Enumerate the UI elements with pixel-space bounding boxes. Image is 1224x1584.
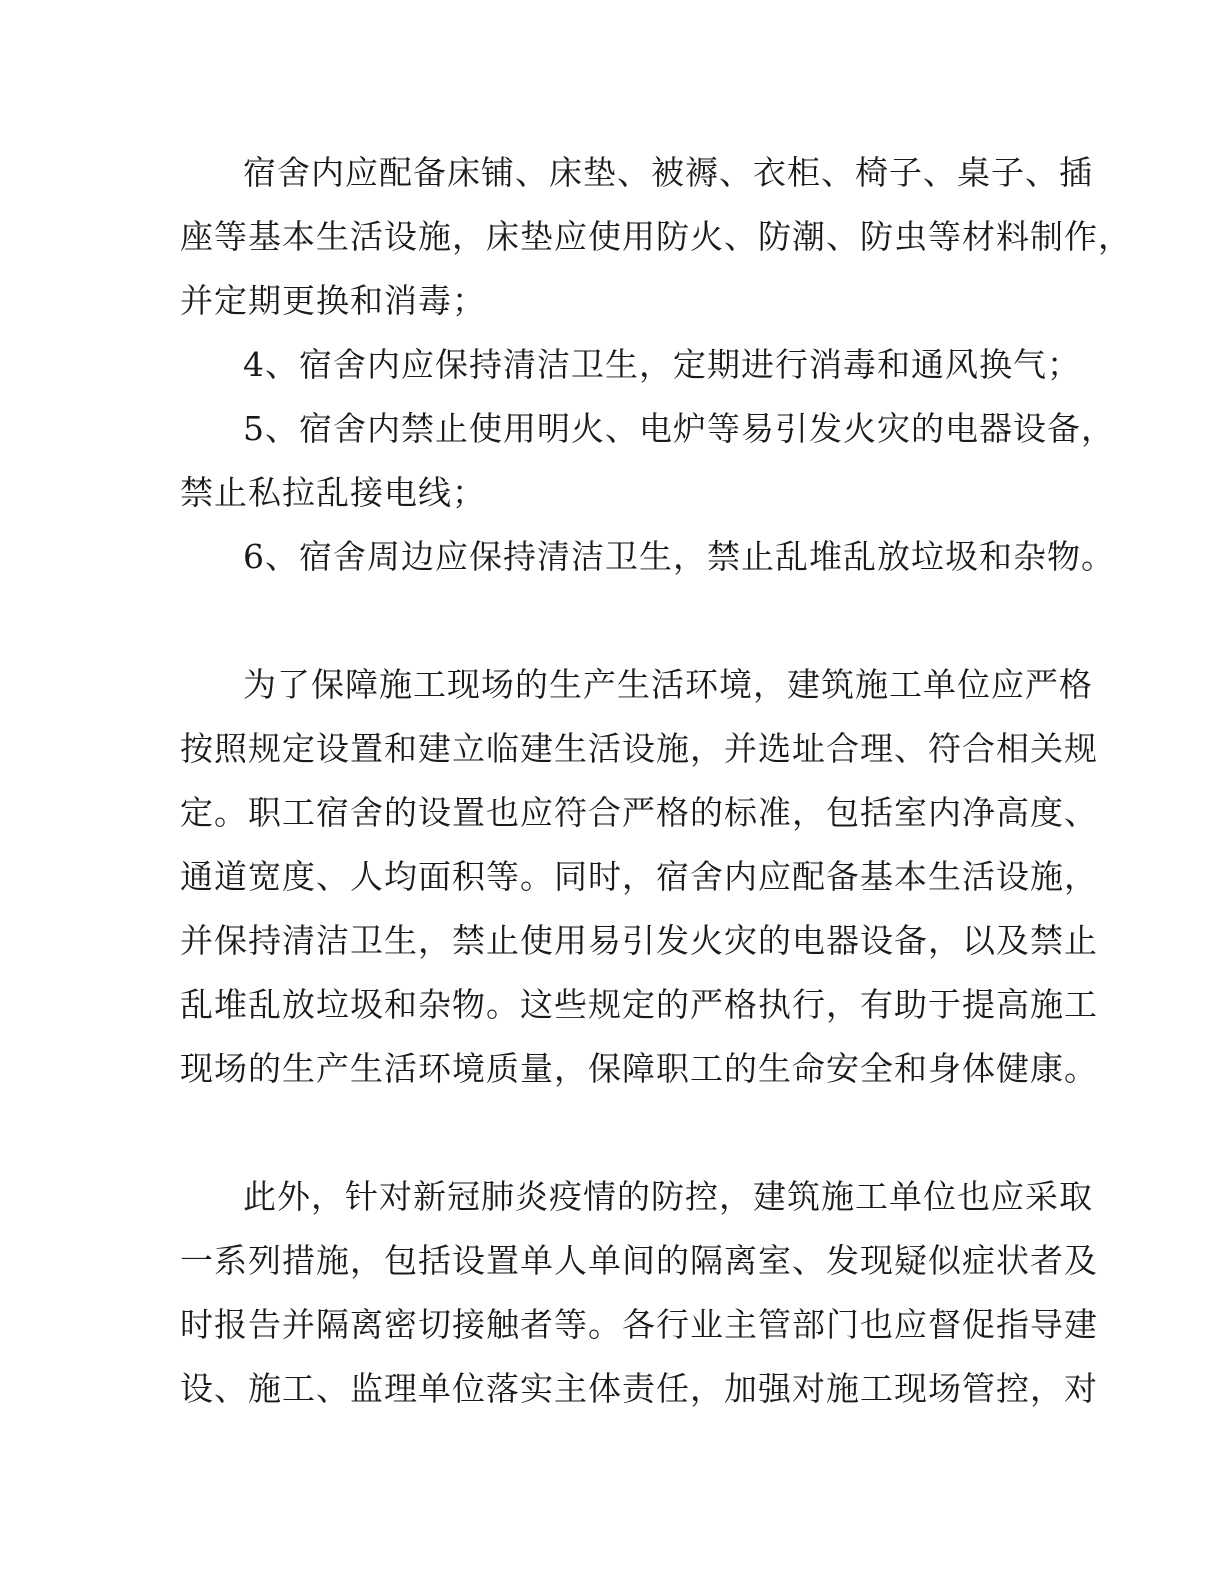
paragraph-3-line-3: 时报告并隔离密切接触者等。各行业主管部门也应督促指导建	[180, 1305, 1098, 1344]
paragraph-2-line-4: 通道宽度、人均面积等。同时，宿舍内应配备基本生活设施，	[180, 857, 1098, 896]
list-item-5-line-2: 禁止私拉乱接电线；	[180, 473, 486, 512]
paragraph-2-line-3: 定。职工宿舍的设置也应符合严格的标准，包括室内净高度、	[180, 793, 1098, 832]
list-item-6: 6、宿舍周边应保持清洁卫生，禁止乱堆乱放垃圾和杂物。	[243, 537, 1115, 576]
list-item-5-line-1: 5、宿舍内禁止使用明火、电炉等易引发火灾的电器设备，	[243, 409, 1115, 448]
paragraph-3-line-2: 一系列措施，包括设置单人单间的隔离室、发现疑似症状者及	[180, 1241, 1098, 1280]
paragraph-2-line-2: 按照规定设置和建立临建生活设施，并选址合理、符合相关规	[180, 729, 1098, 768]
paragraph-2-line-7: 现场的生产生活环境质量，保障职工的生命安全和身体健康。	[180, 1049, 1098, 1088]
paragraph-2-line-6: 乱堆乱放垃圾和杂物。这些规定的严格执行，有助于提高施工	[180, 985, 1098, 1024]
paragraph-1-line-3: 并定期更换和消毒；	[180, 281, 486, 320]
list-item-4: 4、宿舍内应保持清洁卫生，定期进行消毒和通风换气；	[243, 345, 1081, 384]
paragraph-1-line-1: 宿舍内应配备床铺、床垫、被褥、衣柜、椅子、桌子、插	[243, 153, 1093, 192]
paragraph-3-line-4: 设、施工、监理单位落实主体责任，加强对施工现场管控，对	[180, 1369, 1098, 1408]
paragraph-2-line-5: 并保持清洁卫生，禁止使用易引发火灾的电器设备，以及禁止	[180, 921, 1098, 960]
paragraph-3-line-1: 此外，针对新冠肺炎疫情的防控，建筑施工单位也应采取	[243, 1177, 1093, 1216]
paragraph-2-line-1: 为了保障施工现场的生产生活环境，建筑施工单位应严格	[243, 665, 1093, 704]
paragraph-1-line-2: 座等基本生活设施，床垫应使用防火、防潮、防虫等材料制作，	[180, 217, 1132, 256]
